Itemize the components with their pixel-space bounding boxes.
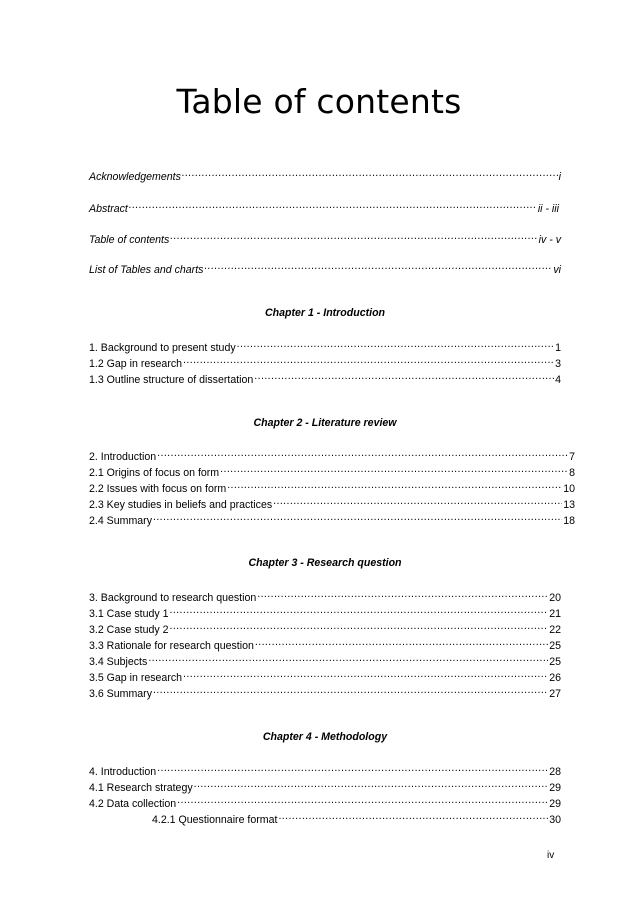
toc-entry-page: 25 xyxy=(549,656,561,668)
toc-entry-page: 27 xyxy=(549,688,561,700)
toc-entry-page: i xyxy=(558,171,561,183)
dot-leader xyxy=(170,619,549,633)
toc-entry-page: 10 xyxy=(563,483,575,495)
toc-entry-page: 25 xyxy=(549,640,561,652)
toc-entry-label: 4.2 Data collection xyxy=(89,798,177,810)
dot-leader xyxy=(183,353,554,367)
toc-entry-table-of-contents[interactable] xyxy=(89,229,561,247)
dot-leader xyxy=(227,478,562,492)
toc-entry[interactable] xyxy=(89,683,561,701)
toc-entry-page: 13 xyxy=(563,499,575,511)
toc-entry-label: Abstract xyxy=(89,203,128,215)
toc-entry-abstract[interactable] xyxy=(89,198,559,216)
toc-entry-label: 4.2.1 Questionnaire format xyxy=(152,814,278,826)
toc-entry-acknowledgements[interactable] xyxy=(89,166,561,184)
toc-entry-page: 20 xyxy=(549,592,561,604)
dot-leader xyxy=(183,667,548,681)
page-title: Table of contents xyxy=(176,82,462,121)
dot-leader xyxy=(220,462,568,476)
dot-leader xyxy=(182,166,558,180)
toc-entry-label: 3.3 Rationale for research question xyxy=(89,640,254,652)
toc-entry[interactable] xyxy=(89,369,561,387)
dot-leader xyxy=(278,809,548,823)
toc-entry-label: 4.1 Research strategy xyxy=(89,782,193,794)
dot-leader xyxy=(194,777,549,791)
toc-entry-label: 3. Background to research question xyxy=(89,592,257,604)
toc-entry-label: 2.4 Summary xyxy=(89,515,152,527)
toc-entry-page: 26 xyxy=(549,672,561,684)
toc-entry-page: 1 xyxy=(555,342,561,354)
toc-entry-list-of-tables[interactable] xyxy=(89,259,561,277)
toc-entry-label: 2.2 Issues with focus on form xyxy=(89,483,227,495)
toc-entry-label: 4. Introduction xyxy=(89,766,157,778)
toc-entry-label: 1.2 Gap in research xyxy=(89,358,183,370)
dot-leader xyxy=(204,259,552,273)
dot-leader xyxy=(237,337,554,351)
toc-entry-page: 18 xyxy=(563,515,575,527)
dot-leader xyxy=(153,683,548,697)
chapter-heading: Chapter 2 - Literature review xyxy=(253,417,397,429)
toc-entry-page: 28 xyxy=(549,766,561,778)
toc-entry-page: 22 xyxy=(549,624,561,636)
toc-entry-page: 29 xyxy=(549,782,561,794)
toc-entry[interactable] xyxy=(89,510,575,528)
dot-leader xyxy=(153,510,562,524)
dot-leader xyxy=(157,446,568,460)
toc-entry-label: 2.1 Origins of focus on form xyxy=(89,467,220,479)
toc-entry-label: 1. Background to present study xyxy=(89,342,236,354)
chapter-heading: Chapter 3 - Research question xyxy=(248,557,402,569)
toc-entry-sub[interactable] xyxy=(89,809,561,827)
toc-entry-label: 2. Introduction xyxy=(89,451,157,463)
chapter-heading: Chapter 4 - Methodology xyxy=(262,731,388,743)
toc-entry-label: 2.3 Key studies in beliefs and practices xyxy=(89,499,273,511)
dot-leader xyxy=(129,198,537,212)
toc-entry-page: 4 xyxy=(555,374,561,386)
toc-entry-label: List of Tables and charts xyxy=(89,264,204,276)
dot-leader xyxy=(273,494,562,508)
toc-entry-label: Table of contents xyxy=(89,234,170,246)
toc-entry-page: iv - v xyxy=(538,234,561,246)
toc-entry-page: 8 xyxy=(569,467,575,479)
chapter-heading: Chapter 1 - Introduction xyxy=(264,307,386,319)
toc-entry-page: 30 xyxy=(549,814,561,826)
page-number: iv xyxy=(547,850,555,861)
dot-leader xyxy=(170,229,537,243)
dot-leader xyxy=(254,369,554,383)
dot-leader xyxy=(157,761,548,775)
dot-leader xyxy=(177,793,548,807)
toc-entry-label: 3.5 Gap in research xyxy=(89,672,183,684)
toc-entry-page: 3 xyxy=(555,358,561,370)
dot-leader xyxy=(170,603,549,617)
toc-entry-label: 1.3 Outline structure of dissertation xyxy=(89,374,254,386)
dot-leader xyxy=(255,635,548,649)
toc-entry-label: 3.4 Subjects xyxy=(89,656,148,668)
toc-entry-label: Acknowledgements xyxy=(89,171,181,183)
toc-entry-page: 29 xyxy=(549,798,561,810)
toc-entry-page: vi xyxy=(553,264,561,276)
toc-entry-page: 7 xyxy=(569,451,575,463)
toc-entry-page: ii - iii xyxy=(537,203,559,215)
toc-entry-label: 3.1 Case study 1 xyxy=(89,608,169,620)
toc-entry-label: 3.2 Case study 2 xyxy=(89,624,169,636)
dot-leader xyxy=(148,651,548,665)
toc-entry-label: 3.6 Summary xyxy=(89,688,152,700)
dot-leader xyxy=(257,587,548,601)
toc-entry-page: 21 xyxy=(549,608,561,620)
